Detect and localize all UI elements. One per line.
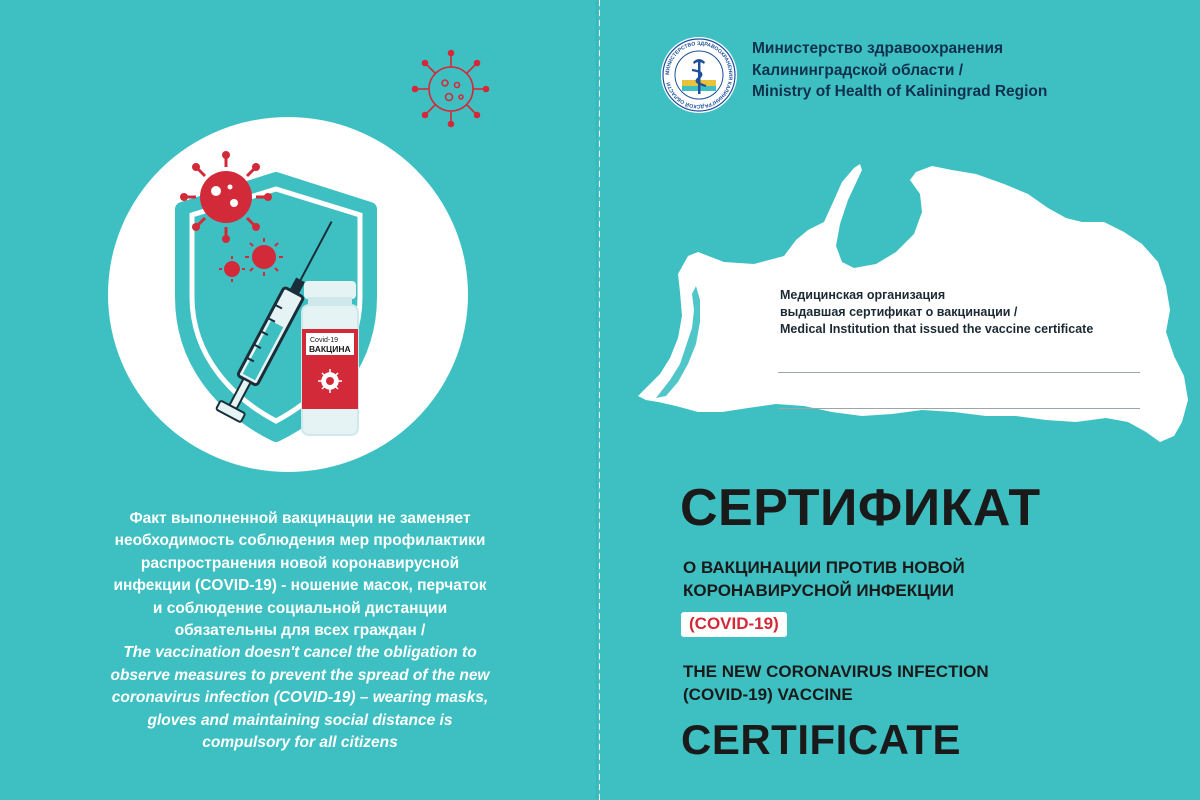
notice-line: обязательны для всех граждан /	[174, 622, 426, 640]
ministry-line: Министерство здравоохранения	[752, 40, 1004, 57]
notice-line: распространения новой коронавирусной	[140, 554, 460, 572]
covid-badge: (COVID-19)	[681, 612, 787, 637]
emblem-ring-text: МИНИСТЕРСТВО ЗДРАВООХРАНЕНИЯ КАЛИНИНГРАДСКОЙ ОБЛАСТИ	[664, 40, 734, 110]
notice-line-en: observe measures to prevent the spread of the new	[110, 666, 490, 684]
notice-line: необходимость соблюдения мер профилактики	[114, 532, 486, 550]
virus-icon	[180, 151, 272, 243]
med-line: выдавшая сертификат о вакцинации /	[780, 305, 1018, 319]
med-line: Медицинская организация	[780, 288, 946, 302]
notice-line-en: coronavirus infection (COVID-19) – wearing masks,	[111, 689, 489, 707]
vaccine-illustration	[108, 117, 468, 472]
ministry-emblem-icon	[660, 36, 738, 114]
vaccination-notice	[60, 508, 540, 754]
subtitle-line-en: THE NEW CORONAVIRUS INFECTION	[683, 662, 989, 681]
institution-entry-line	[778, 408, 1140, 409]
vaccine-vial-icon	[302, 281, 358, 435]
certificate-title-en: CERTIFICATE	[681, 716, 962, 763]
vial-label-main: ВАКЦИНА	[309, 344, 351, 354]
certificate-subtitle-en	[683, 660, 989, 706]
notice-line: и соблюдение социальной дистанции	[152, 599, 448, 617]
notice-line: инфекции (COVID-19) - ношение масок, перчаток	[113, 577, 487, 595]
ministry-name	[752, 38, 1047, 103]
certificate-subtitle-ru	[683, 556, 965, 602]
subtitle-line: О ВАКЦИНАЦИИ ПРОТИВ НОВОЙ	[683, 558, 965, 577]
subtitle-line: КОРОНАВИРУСНОЙ ИНФЕКЦИИ	[683, 581, 954, 600]
notice-line: Факт выполненной вакцинации не заменяет	[129, 510, 471, 527]
notice-line-en: The vaccination doesn't cancel the obligation to	[123, 644, 477, 662]
vial-label-top: Covid-19	[310, 337, 339, 344]
ministry-line: Ministry of Health of Kaliningrad Region	[752, 83, 1048, 100]
institution-entry-line	[778, 372, 1140, 373]
notice-line-en: compulsory for all citizens	[202, 734, 398, 752]
med-line: Medical Institution that issued the vaccine certificate	[780, 322, 1094, 336]
ministry-line: Калининградской области /	[752, 61, 964, 79]
subtitle-line-en: (COVID-19) VACCINE	[683, 685, 853, 704]
medical-institution-label	[780, 287, 1093, 338]
notice-line-en: gloves and maintaining social distance is	[147, 711, 453, 729]
certificate-title-ru: СЕРТИФИКАТ	[680, 479, 1041, 537]
